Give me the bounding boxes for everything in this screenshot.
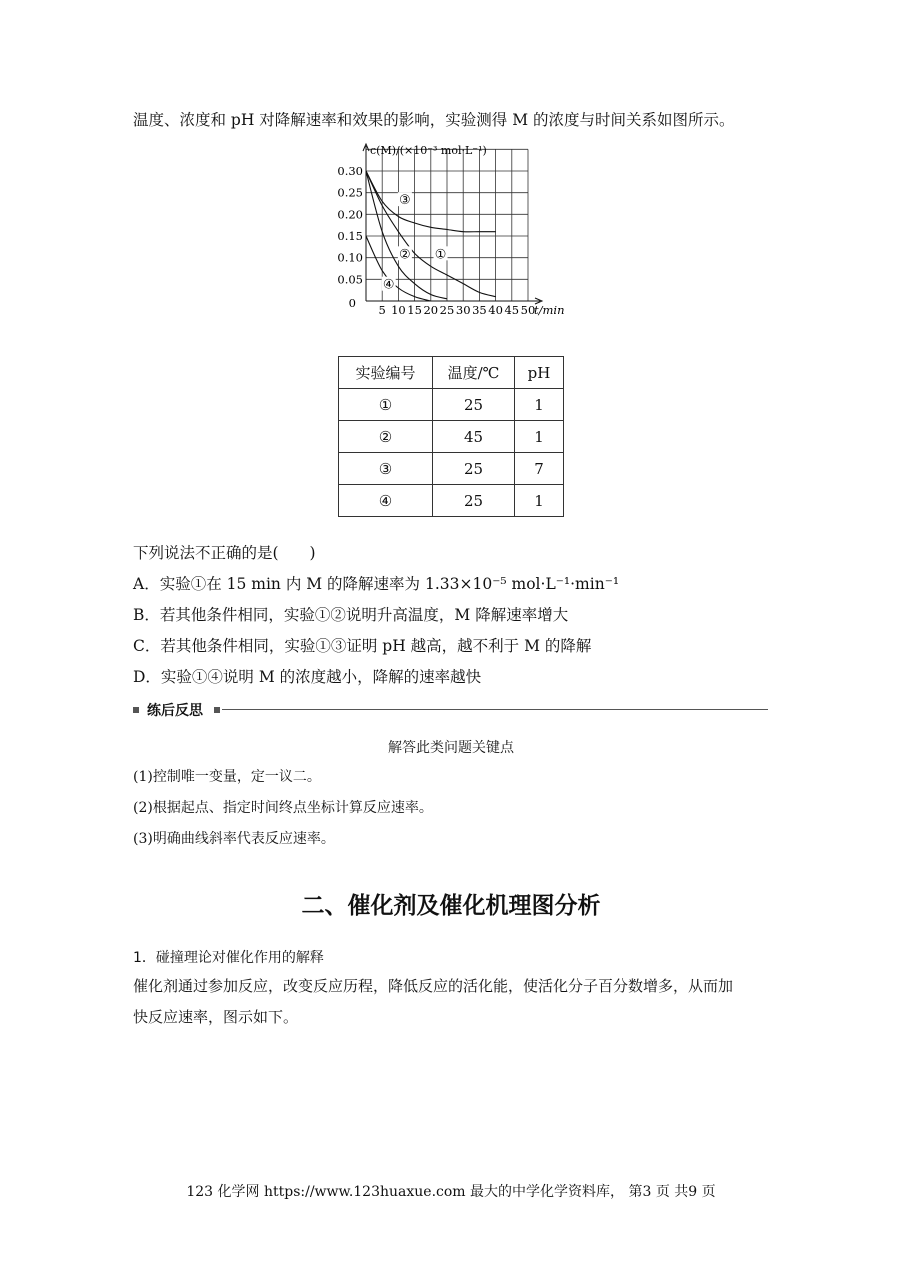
- table-cell: ①: [339, 389, 433, 421]
- table-header-cell: pH: [515, 357, 564, 389]
- series-label: ①: [434, 247, 447, 263]
- table-row: [339, 389, 564, 421]
- divider-square-icon: [133, 707, 139, 713]
- experiment-table: [338, 356, 564, 517]
- table-cell: 1: [515, 421, 564, 453]
- y-tick-label: 0.15: [337, 229, 363, 243]
- x-tick-label: 15: [407, 303, 422, 317]
- option-a: A．实验①在 15 min 内 M 的降解速率为 1.33×10⁻⁵ mol·L⁻¹·min⁻¹: [133, 575, 620, 593]
- sub-heading: 1．碰撞理论对催化作用的解释: [133, 950, 324, 966]
- table-cell: ②: [339, 421, 433, 453]
- x-tick-label: 40: [488, 303, 503, 317]
- table-cell: ④: [339, 485, 433, 517]
- table-row: [339, 421, 564, 453]
- table-header-row: [339, 357, 564, 389]
- body-line: 催化剂通过参加反应，改变反应历程，降低反应的活化能，使活化分子百分数增多，从而加: [133, 977, 734, 995]
- key-point: (2)根据起点、指定时间终点坐标计算反应速率。: [133, 800, 433, 816]
- option-d: D．实验①④说明 M 的浓度越小，降解的速率越快: [133, 668, 482, 686]
- x-tick-label: 45: [504, 303, 520, 317]
- divider-square-icon: [214, 707, 220, 713]
- table-cell: 7: [515, 453, 564, 485]
- option-c: C．若其他条件相同，实验①③证明 pH 越高，越不利于 M 的降解: [133, 637, 592, 655]
- x-tick-label: 50: [520, 303, 536, 317]
- table-header-cell: 温度/℃: [433, 357, 515, 389]
- intro-line: 温度、浓度和 pH 对降解速率和效果的影响，实验测得 M 的浓度与时间关系如图所示。: [133, 111, 735, 129]
- section-label: 练后反思: [147, 703, 203, 719]
- x-tick-label: 35: [472, 303, 487, 317]
- key-point: (1)控制唯一变量，定一议二。: [133, 769, 321, 785]
- y-tick-label: 0.10: [337, 250, 363, 265]
- origin-label: 0: [348, 296, 356, 310]
- table-cell: 25: [433, 389, 515, 421]
- table-cell: 1: [515, 389, 564, 421]
- x-tick-label: 10: [391, 303, 406, 317]
- page-footer: 123 化学网 https://www.123huaxue.com 最大的中学化学资料库， 第3 页 共9 页: [186, 1184, 716, 1200]
- table-cell: 45: [433, 421, 515, 453]
- y-tick-label: 0.20: [337, 207, 363, 222]
- table-cell: 1: [515, 485, 564, 517]
- question-stem: 下列说法不正确的是( ): [133, 544, 316, 562]
- series-label: ②: [399, 247, 411, 263]
- x-tick-label: 5: [378, 303, 386, 317]
- table-cell: ③: [339, 453, 433, 485]
- x-tick-label: 25: [439, 303, 455, 317]
- series-label: ④: [382, 277, 395, 293]
- table-header-cell: 实验编号: [339, 357, 433, 389]
- y-tick-label: 0.30: [337, 164, 363, 178]
- y-axis-label: c(M)/(×10⁻³ mol·L⁻¹): [370, 144, 487, 157]
- key-point: (3)明确曲线斜率代表反应速率。: [133, 831, 335, 847]
- table-cell: 25: [433, 453, 515, 485]
- x-axis-label: t/min: [534, 303, 565, 317]
- section-divider-line: [222, 709, 768, 710]
- concentration-time-chart: [330, 138, 580, 323]
- body-line: 快反应速率，图示如下。: [133, 1008, 299, 1026]
- x-tick-label: 30: [455, 303, 471, 317]
- y-tick-label: 0.05: [337, 272, 363, 287]
- y-tick-label: 0.25: [337, 185, 363, 200]
- table-row: [339, 485, 564, 517]
- section-heading: 二、催化剂及催化机理图分析: [301, 893, 601, 919]
- series-label: ③: [399, 193, 411, 209]
- x-tick-label: 20: [423, 303, 439, 317]
- key-title: 解答此类问题关键点: [388, 740, 514, 756]
- table-cell: 25: [433, 485, 515, 517]
- table-row: [339, 453, 564, 485]
- option-b: B．若其他条件相同，实验①②说明升高温度，M 降解速率增大: [133, 606, 569, 624]
